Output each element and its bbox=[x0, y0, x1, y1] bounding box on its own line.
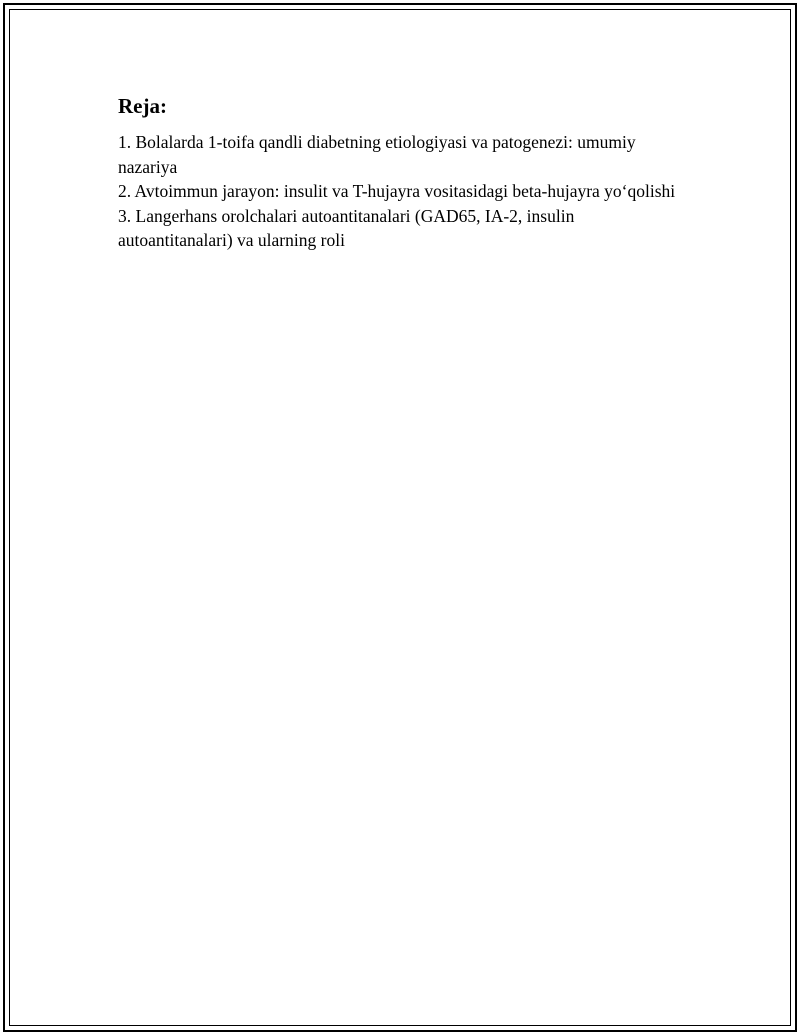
plan-item-2: 2. Avtoimmun jarayon: insulit va T-hujayra vositasidagi beta-hujayra yo‘qolishi bbox=[118, 181, 676, 201]
plan-list bbox=[118, 130, 678, 253]
document-content bbox=[118, 92, 678, 253]
plan-heading: Reja: bbox=[118, 94, 167, 118]
plan-item-3: 3. Langerhans orolchalari autoantitanalari (GAD65, IA-2, insulin autoantitanalari) va ularning roli bbox=[118, 205, 575, 250]
plan-item-1: 1. Bolalarda 1-toifa qandli diabetning etiologiyasi va patogenezi: umumiy nazariya bbox=[118, 132, 636, 177]
